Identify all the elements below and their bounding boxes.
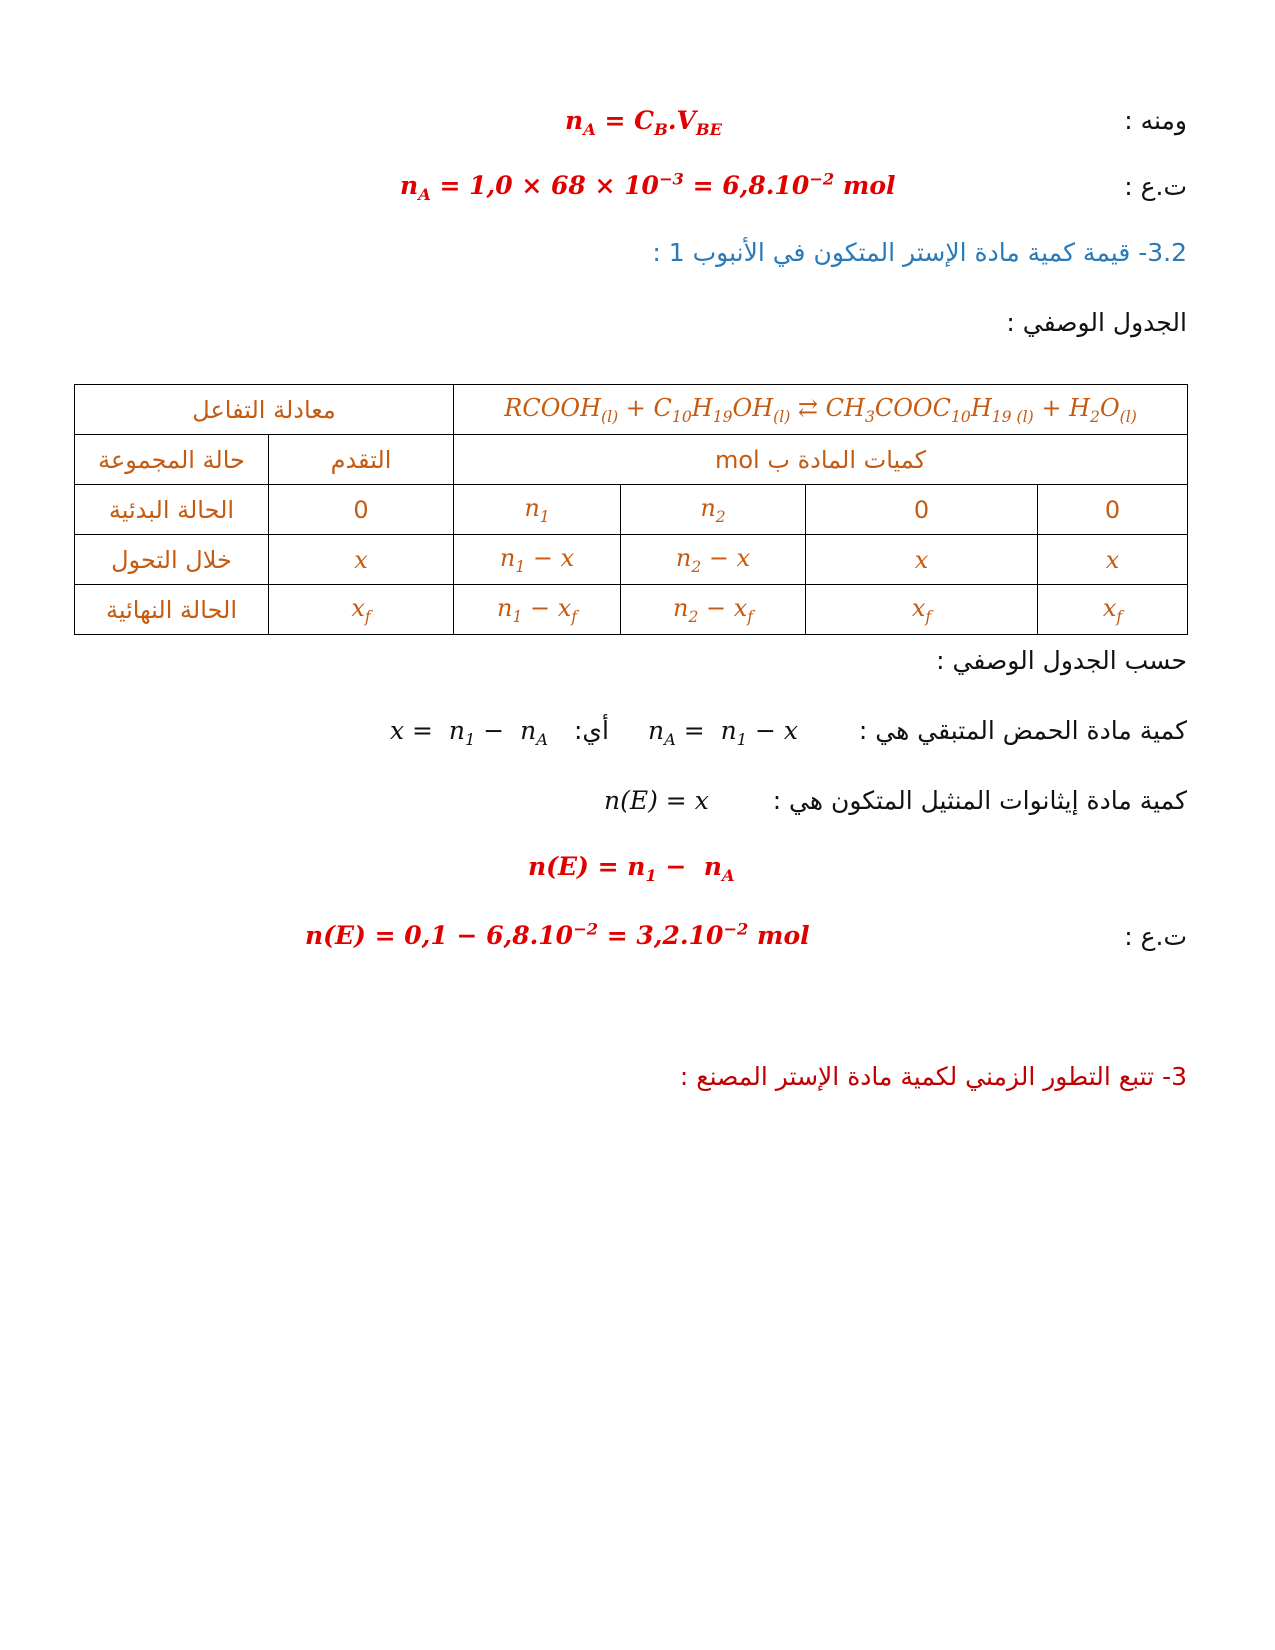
- cell-ester-x: x: [806, 535, 1038, 585]
- cell-n1: $n_1$: [454, 485, 621, 535]
- progress-header: التقدم: [269, 435, 454, 485]
- intro-label: ومنه :: [1124, 106, 1187, 135]
- table-row: [75, 535, 1188, 585]
- table-intro: الجدول الوصفي :: [1006, 308, 1187, 337]
- cell-n2-minus-xf: $n_2 - x_f$: [621, 585, 806, 635]
- equation-label: معادلة التفاعل: [75, 385, 454, 435]
- formula-x: $x = n_1 - n_A$: [390, 716, 548, 749]
- numeric-label-1: ت.ع :: [1124, 172, 1187, 201]
- table-row: [75, 385, 1188, 435]
- cell-water-xf: $x_f$: [1038, 585, 1188, 635]
- ester-text: كمية مادة إيثانوات المنثيل المتكون هي :: [772, 786, 1187, 815]
- according-line: حسب الجدول الوصفي :: [936, 646, 1187, 675]
- ay-word: أي:: [574, 716, 609, 745]
- formula-acid: $n_A = n_1 - x$: [648, 716, 799, 749]
- state-final: الحالة النهائية: [75, 585, 269, 635]
- cell-ester-initial: 0: [806, 485, 1038, 535]
- formula-na: $n_A = C_B.V_{BE}$: [565, 106, 723, 139]
- reaction-table: [74, 384, 1188, 635]
- progress-initial: 0: [269, 485, 454, 535]
- section-3-2-heading: 3.2- قيمة كمية مادة الإستر المتكون في الأنبوب 1 :: [652, 238, 1187, 267]
- reaction-equation: $RCOOH_{(l)} + C_{10}H_{19}OH_{(l)}$ ⇄ $CH_3COOC_{10}H_{19 (l)} + H_2O_{(l)}$: [454, 385, 1188, 435]
- cell-water-x: x: [1038, 535, 1188, 585]
- formula-ne-numeric: $n(E) = 0,1 - 6,8.10^{-2} = 3,2.10^{-2}$ mol: [305, 920, 810, 951]
- formula-na-numeric: $n_A = 1,0 \times 68 \times 10^{-3} = 6,8.10^{-2}$ mol: [400, 170, 896, 205]
- cell-n1-minus-x: $n_1 - x$: [454, 535, 621, 585]
- cell-n1-minus-xf: $n_1 - x_f$: [454, 585, 621, 635]
- cell-water-initial: 0: [1038, 485, 1188, 535]
- numeric-label-2: ت.ع :: [1124, 922, 1187, 951]
- cell-ester-xf: $x_f$: [806, 585, 1038, 635]
- section-3-heading: 3- تتبع التطور الزمني لكمية مادة الإستر المصنع :: [679, 1062, 1187, 1091]
- progress-intermediate: x: [269, 535, 454, 585]
- state-header: حالة المجموعة: [75, 435, 269, 485]
- acid-text: كمية مادة الحمض المتبقي هي :: [858, 716, 1187, 745]
- table-row: [75, 485, 1188, 535]
- progress-final: $x_f$: [269, 585, 454, 635]
- table-row: [75, 585, 1188, 635]
- state-intermediate: خلال التحول: [75, 535, 269, 585]
- formula-ne: n(E) = x: [604, 786, 709, 815]
- formula-ne-result: $n(E) = n_1 - n_A$: [528, 852, 735, 885]
- quantities-header: كميات المادة ب mol: [454, 435, 1188, 485]
- state-initial: الحالة البدئية: [75, 485, 269, 535]
- cell-n2: $n_2$: [621, 485, 806, 535]
- cell-n2-minus-x: $n_2 - x$: [621, 535, 806, 585]
- table-row: [75, 435, 1188, 485]
